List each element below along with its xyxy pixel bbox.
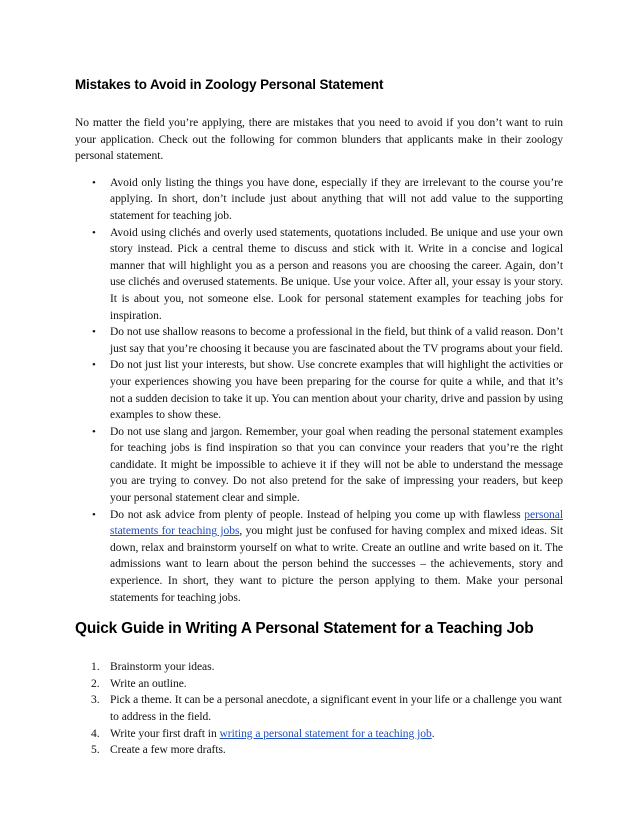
intro-paragraph: No matter the field you’re applying, there are mistakes that you need to avoid if you don’t want to ruin your application. Check out the following for common blunders that applicants make in their zoology personal statement. [75, 117, 563, 163]
list-item-text: Avoid using clichés and overly used statements, quotations included. Be unique and use your own story instead. Pick a central theme to discuss and stick with it. Write in a concise and logical manner that will highlight you as a person and reasons you are choosing the career. Again, don’t use clichés and overused statements. Be unique. Use your voice. After all, your essay is your story. It is about you, not someone else. Look for personal statement examples for teaching jobs for inspiration. [110, 226, 563, 322]
step-text: Pick a theme. It can be a personal anecdote, a significant event in your life or a challenge you want to address in the field. [110, 694, 562, 723]
list-item [75, 324, 563, 357]
steps-list [75, 659, 563, 759]
section-spacer [75, 606, 563, 619]
list-item-text-after-link: , you might just be confused for having complex and mixed ideas. Sit down, relax and brainstorm yourself on what to write. Create an outline and write based on it. The admissions want to learn about the person behind the successes – the achievements, story and experience. In short, they want to picture the person applying to them. Make your personal statements for teaching jobs. [110, 525, 563, 604]
section-title-quick-guide: Quick Guide in Writing A Personal Statement for a Teaching Job [75, 620, 534, 638]
step-number: 2. [91, 677, 100, 690]
section-title-mistakes: Mistakes to Avoid in Zoology Personal Statement [75, 77, 384, 92]
list-item-text: Do not just list your interests, but show. Use concrete examples that will highlight the activities or your experiences showing you have been preparing for the course for quite a while, and that it’s not a sudden decision to take it up. You can mention about your charity, drive and passion by using examples to show these. [110, 359, 563, 422]
list-item [75, 424, 563, 507]
step-text-before-link: Write your first draft in [110, 727, 220, 740]
step-text: Create a few more drafts. [110, 744, 226, 757]
list-item-text: Do not use slang and jargon. Remember, your goal when reading the personal statement examples for teaching jobs is find inspiration so that you can convince your readers that you’re the right candidate. It might be impossible to achieve it if they will not be able to understand the message you are trying to convey. Do not also pretend for the sake of impressing your readers, but keep your personal statement clear and simple. [110, 425, 563, 505]
bullet-icon: • [92, 508, 96, 521]
writing-personal-statement-link[interactable]: writing a personal statement for a teaching job [219, 727, 432, 740]
step-number: 5. [91, 744, 100, 757]
list-item [75, 676, 563, 693]
bullet-icon: • [92, 176, 96, 189]
list-item [75, 225, 563, 325]
list-item [75, 659, 563, 676]
step-number: 1. [91, 661, 100, 674]
list-item [75, 692, 563, 725]
list-item-text: Do not use shallow reasons to become a professional in the field, but think of a valid reason. Don’t just say that you’re choosing it because you are fascinated about the TV programs about your field. [110, 326, 563, 355]
step-text-after-link: . [431, 727, 435, 740]
bullet-icon: • [92, 326, 96, 339]
list-item [75, 175, 563, 225]
list-item [75, 726, 563, 743]
step-text: Write an outline. [110, 677, 187, 690]
document-page [75, 76, 563, 759]
bullet-icon: • [92, 226, 96, 239]
personal-statements-link[interactable]: personal statements for teaching jobs [110, 508, 563, 538]
list-item [75, 357, 563, 423]
list-item-text-before-link: Do not ask advice from plenty of people. Instead of helping you come up with flawless [110, 508, 525, 521]
list-item [75, 507, 563, 607]
bullet-icon: • [92, 425, 96, 438]
bullet-icon: • [92, 359, 96, 372]
step-number: 4. [91, 727, 100, 740]
list-item [75, 742, 563, 759]
step-number: 3. [91, 694, 100, 707]
mistakes-list [75, 175, 563, 606]
step-text: Brainstorm your ideas. [110, 661, 215, 674]
list-item-text: Avoid only listing the things you have done, especially if they are irrelevant to the course you’re applying. In short, don’t include just about anything that will not add value to the supporting statement for teaching job. [110, 176, 563, 222]
